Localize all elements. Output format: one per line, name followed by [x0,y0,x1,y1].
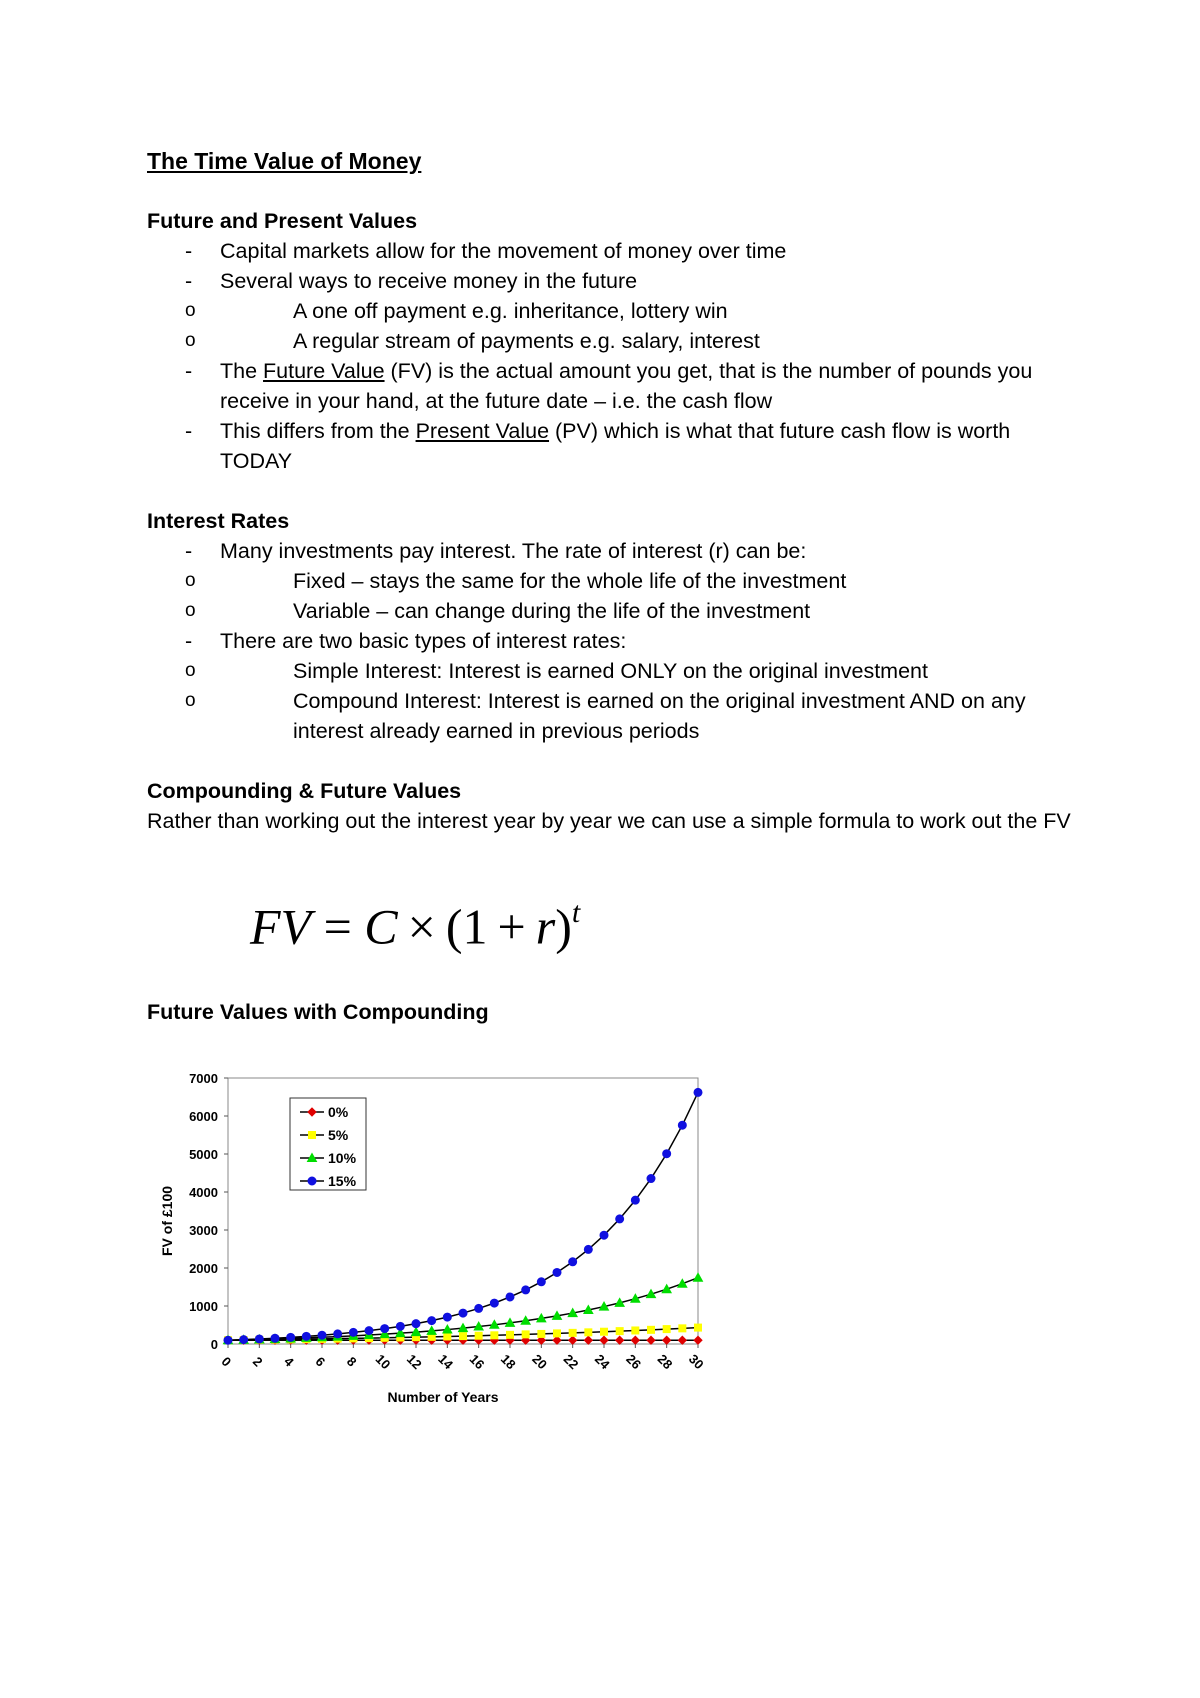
sub-list [147,566,1077,626]
data-point-15pct [365,1327,373,1335]
sub-list [147,296,1077,356]
document-body [147,146,1077,836]
bullet-list-interest-rates [147,536,1077,746]
data-point-15pct [522,1286,530,1294]
list-item [147,536,1077,626]
data-point-15pct [506,1293,514,1301]
legend-marker [309,1132,316,1139]
x-tick-label: 10 [372,1351,394,1373]
x-tick-label: 12 [403,1351,425,1373]
data-point-5pct [475,1332,482,1339]
y-tick-label: 2000 [189,1261,218,1276]
fv-chart-svg [150,1058,710,1418]
x-tick-label: 16 [466,1351,488,1373]
list-item-text: Many investments pay interest. The rate of interest (r) can be: [220,539,807,563]
page-title: The Time Value of Money [147,148,422,174]
sub-list-item-text: A one off payment e.g. inheritance, lottery win [293,299,728,323]
data-point-15pct [255,1335,263,1343]
data-point-5pct [663,1326,670,1333]
data-point-15pct [584,1245,592,1253]
data-point-15pct [412,1320,420,1328]
data-point-15pct [647,1175,655,1183]
fv-formula: FV = $C \times (1 + r)^t$ [250,896,581,955]
x-tick-label: 26 [623,1351,645,1373]
data-point-15pct [490,1299,498,1307]
sub-list [147,656,1077,746]
data-point-5pct [554,1330,561,1337]
data-point-5pct [444,1333,451,1340]
data-point-15pct [553,1268,561,1276]
x-tick-label: 24 [591,1351,613,1373]
data-point-15pct [271,1334,279,1342]
list-item [147,236,1077,266]
compounding-body: Rather than working out the interest year by year we can use a simple formula to work out the FV [147,809,1071,833]
y-tick-label: 6000 [189,1109,218,1124]
term-present-value: Present Value [415,419,550,443]
y-tick-label: 0 [210,1337,218,1352]
section-heading-compounding: Compounding & Future Values [147,779,462,803]
data-point-15pct [631,1196,639,1204]
data-point-15pct [302,1332,310,1340]
sub-list-item-text: Fixed – stays the same for the whole life of the investment [293,569,847,593]
sub-list-item [147,596,1077,626]
data-point-15pct [334,1330,342,1338]
x-tick-label: 14 [435,1351,457,1373]
data-point-15pct [224,1336,232,1344]
fv-chart [150,1058,710,1418]
bullet-list-future-present [147,236,1077,476]
y-tick-label: 1000 [189,1299,218,1314]
data-point-15pct [475,1304,483,1312]
list-item-text: The [220,359,264,383]
section-heading-future-present: Future and Present Values [147,209,418,233]
list-item-text: Capital markets allow for the movement of money over time [220,239,787,263]
y-tick-label: 3000 [189,1223,218,1238]
sub-list-item [147,326,1077,356]
legend-label: 5% [328,1127,349,1143]
list-item [147,626,1077,746]
data-point-15pct [694,1088,702,1096]
data-point-5pct [632,1327,639,1334]
data-point-15pct [443,1313,451,1321]
data-point-15pct [678,1121,686,1129]
sub-list-item-text: Variable – can change during the life of the investment [293,599,811,623]
data-point-15pct [428,1317,436,1325]
data-point-5pct [522,1331,529,1338]
x-tick-label: 0 [218,1353,235,1370]
x-tick-label: 2 [249,1353,266,1370]
data-point-5pct [538,1330,545,1337]
x-tick-label: 8 [343,1353,360,1370]
data-point-5pct [601,1328,608,1335]
section-heading-interest-rates: Interest Rates [147,509,290,533]
data-point-15pct [396,1322,404,1330]
data-point-15pct [381,1325,389,1333]
list-item-text: Several ways to receive money in the future [220,269,638,293]
data-point-15pct [349,1328,357,1336]
list-item [147,416,1077,476]
y-tick-label: 4000 [189,1185,218,1200]
data-point-15pct [600,1231,608,1239]
data-point-15pct [569,1258,577,1266]
legend-label: 10% [328,1150,357,1166]
data-point-5pct [648,1326,655,1333]
data-point-15pct [318,1331,326,1339]
data-point-5pct [491,1332,498,1339]
sub-list-item [147,656,1077,686]
term-future-value: Future Value [263,359,385,383]
x-tick-label: 22 [560,1351,582,1373]
x-tick-label: 20 [529,1351,551,1373]
chart-heading: Future Values with Compounding [147,1000,489,1024]
data-point-15pct [459,1309,467,1317]
data-point-15pct [537,1278,545,1286]
data-point-5pct [460,1333,467,1340]
legend-marker [308,1177,316,1185]
y-tick-label: 7000 [189,1071,218,1086]
sub-list-item-text: Compound Interest: Interest is earned on the original investment AND on any interest already earned in previous periods [293,689,1026,743]
sub-list-item [147,296,1077,326]
list-item [147,266,1077,356]
sub-list-item [147,686,1077,746]
x-tick-label: 6 [312,1353,329,1370]
data-point-5pct [507,1331,514,1338]
data-point-5pct [679,1325,686,1332]
x-tick-label: 4 [281,1353,297,1370]
data-point-15pct [616,1215,624,1223]
data-point-5pct [616,1328,623,1335]
sub-list-item-text: Simple Interest: Interest is earned ONLY on the original investment [293,659,928,683]
list-item [147,356,1077,416]
sub-list-item [147,566,1077,596]
x-tick-label: 30 [685,1351,707,1373]
list-item-text: (FV) is the actual amount you get, that is the number of pounds you receive in your hand, at the future date – i.e. the cash flow [220,359,1033,413]
spacer [147,476,1077,506]
y-axis-label: FV of £100 [159,1185,175,1257]
data-point-5pct [585,1329,592,1336]
data-point-15pct [663,1150,671,1158]
legend-label: 0% [328,1104,349,1120]
list-item-text: There are two basic types of interest rates: [220,629,627,653]
data-point-15pct [287,1333,295,1341]
spacer [147,746,1077,776]
data-point-5pct [695,1324,702,1331]
sub-list-item-text: A regular stream of payments e.g. salary, interest [293,329,760,353]
list-item-text: This differs from the [220,419,416,443]
y-tick-label: 5000 [189,1147,218,1162]
x-tick-label: 18 [497,1351,519,1373]
x-tick-label: 28 [654,1351,676,1373]
data-point-5pct [569,1329,576,1336]
legend-label: 15% [328,1173,357,1189]
list-item-text: (PV) which is what that future cash flow is worth TODAY [220,419,1011,473]
x-axis-label: Number of Years [387,1389,499,1405]
data-point-15pct [240,1336,248,1344]
